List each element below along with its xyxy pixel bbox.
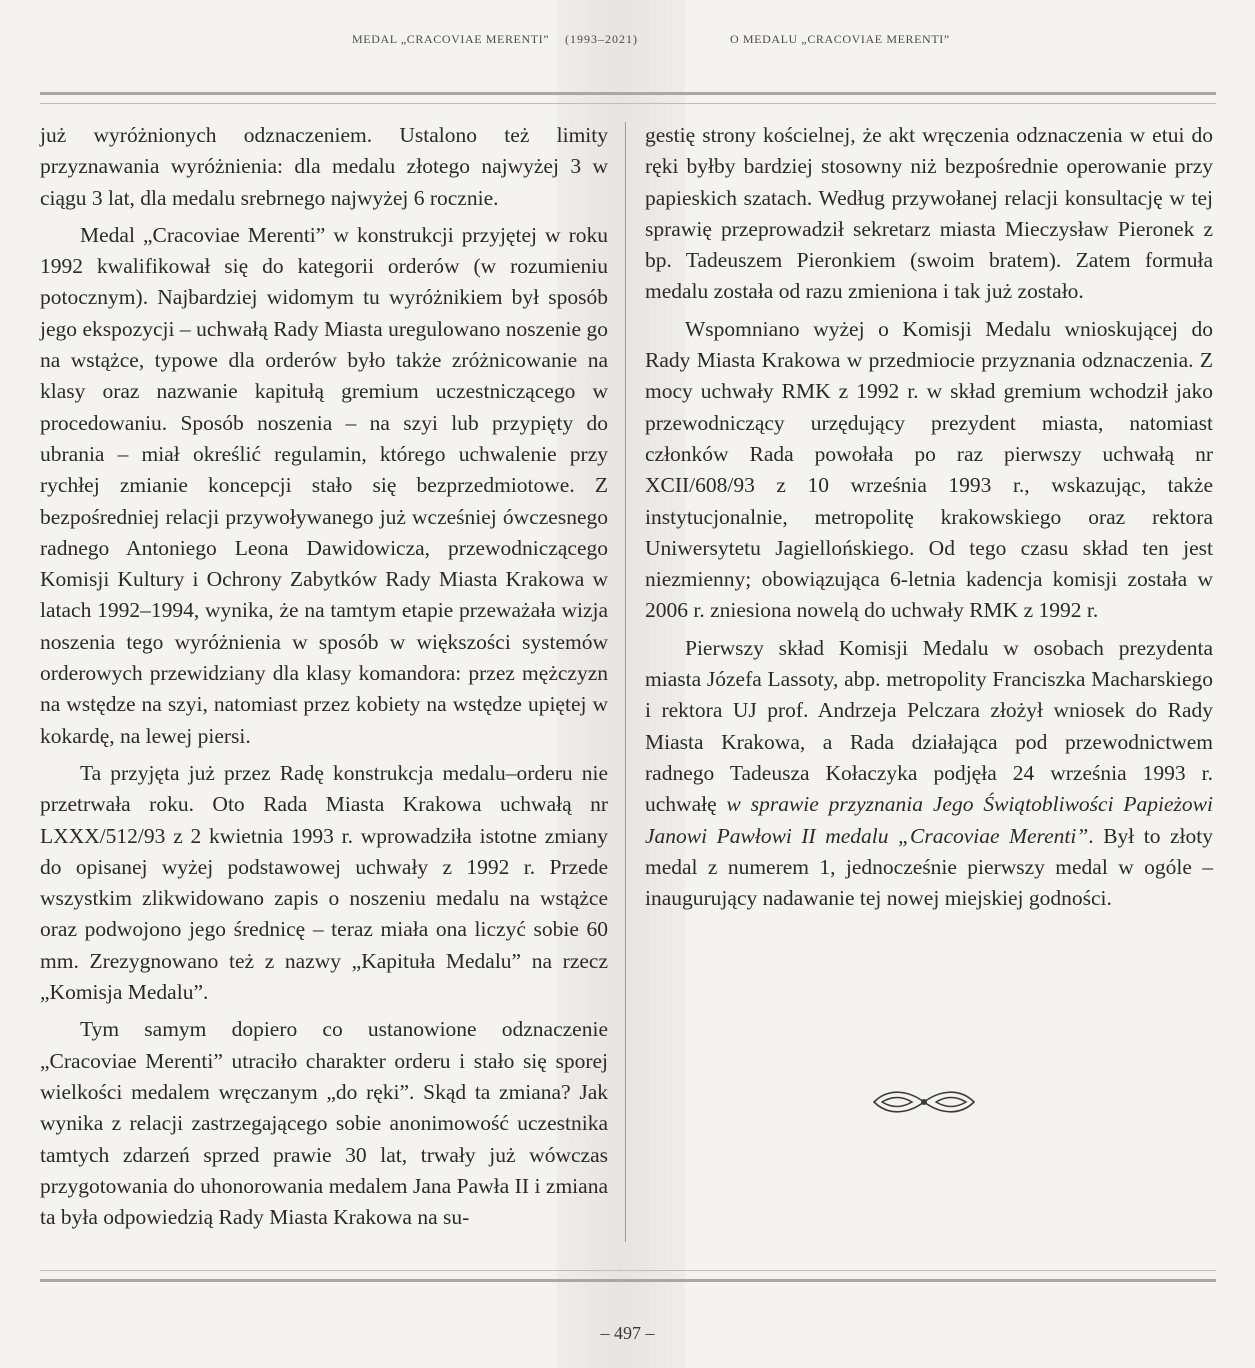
paragraph	[645, 633, 1213, 915]
header-right-title: O MEDALU „CRACOVIAE MERENTI”	[730, 32, 950, 46]
paragraph: już wyróżnionych odznaczeniem. Ustalono też limity przyznawania wyróżnienia: dla medalu złotego najwyżej 3 w ciągu 3 lat, dla medalu srebrnego najwyżej 6 rocznie.	[40, 123, 608, 210]
flourish-ornament-icon	[868, 1084, 980, 1120]
header-left-title: MEDAL „CRACOVIAE MERENTI”	[352, 32, 550, 46]
paragraph: Tym samym dopiero co ustanowione odznaczenie „Cracoviae Merenti” utraciło charakter orderu i stało się sporej wielkości medalem wręczanym „do ręki”. Skąd ta zmiana? Jak wynika z relacji zastrzegającego sobie anonimowość uczestnika tamtych zdarzeń sprzed prawie 30 lat, trwały już wówczas przygotowania do uhonorowania medalem Jana Pawła II i zmiana ta była odpowiedzią Rady Miasta Krakowa na su-	[40, 1017, 608, 1230]
paragraph: Medal „Cracoviae Merenti” w konstrukcji przyjętej w roku 1992 kwalifikował się do kategorii orderów (w rozumieniu potocznym). Najbardziej widomym tu wyróżnikiem był sposób jego ekspozycji – uchwałą Rady Miasta uregulowano noszenie go na wstążce, typowe dla orderów było także zróżnicowanie na klasy oraz nazwanie kapitułą gremium uczestniczącego w procedowaniu. Sposób noszenia – na szyi lub przypięty do ubrania – miał określić regulamin, którego uchwalenie przy rychłej zmianie koncepcji stało się bezprzedmiotowe. Z bezpośredniej relacji przywoływanego już wcześniej ówczesnego radnego Antoniego Leona Dawidowicza, przewodniczącego Komisji Kultury i Ochrony Zabytków Rady Miasta Krakowa w latach 1992–1994, wynika, że na tamtym etapie przeważała wizja noszenia tego wyróżnienia w sposób w większości systemów orderowych przewidziany dla klasy komandora: przez mężczyzn na wstędze na szyi, natomiast przez kobiety na wstędze upiętej w kokardę, na lewej piersi.	[40, 222, 608, 748]
paragraph-text: . Był to złoty medal z numerem 1, jednocześnie pierwszy medal w ogóle – inaugurujący nadawanie tej nowej miejskiej godności.	[645, 823, 1213, 911]
resolution-title-italic: w sprawie przyznania Jego Świątobliwości Papieżowi Janowi Pawłowi II medalu „Cracoviae Merenti”	[645, 792, 1213, 848]
bottom-double-rule	[40, 1270, 1216, 1282]
column-divider	[625, 122, 626, 1242]
paragraph: Ta przyjęta już przez Radę konstrukcja medalu–orderu nie przetrwała roku. Oto Rada Miasta Krakowa uchwałą nr LXXX/512/93 z 2 kwietnia 1993 r. wprowadziła istotne zmiany do opisanej wyżej podstawowej uchwały z 1992 r. Przede wszystkim zlikwidowano zapis o noszeniu medalu na wstążce oraz podwojono jego średnicę – teraz miała ona liczyć sobie 60 mm. Zrezygnowano też z nazwy „Kapituła Medalu” na rzecz „Komisja Medalu”.	[40, 760, 608, 1005]
paragraph-text: Pierwszy skład Komisji Medalu w osobach prezydenta miasta Józefa Lassoty, abp. metropolity Franciszka Macharskiego i rektora UJ prof. Andrzeja Pelczara złożył wniosek do Rady Miasta Krakowa, a Rada działająca pod przewodnictwem radnego Tadeusza Kołaczyka podjęła 24 września 1993 r. uchwałę	[645, 635, 1213, 817]
running-header	[0, 32, 1255, 52]
paragraph: gestię strony kościelnej, że akt wręczenia odznaczenia w etui do ręki byłby bardziej stosowny niż bezpośrednie operowanie przy papieskich szatach. Według przywołanej relacji konsultację w tej sprawię przeprowadził sekretarz miasta Mieczysław Pieronek z bp. Tadeuszem Pieronkiem (swoim bratem). Zatem formuła medalu została od razu zmieniona i tak już zostało.	[645, 123, 1213, 304]
paragraph: Wspomniano wyżej o Komisji Medalu wnioskującej do Rady Miasta Krakowa w przedmiocie przyznania odznaczenia. Z mocy uchwały RMK z 1992 r. w skład gremium wchodził jako przewodniczący urzędujący prezydent miasta, natomiast członków Rada powołała po raz pierwszy uchwałą nr XCII/608/93 z 10 września 1993 r., wskazując, także instytucjonalnie, metropolitę krakowskiego oraz rektora Uniwersytetu Jagiellońskiego. Od tego czasu skład ten jest niezmienny; obowiązująca 6-letnia kadencja komisji została w 2006 r. zniesiona nowelą do uchwały RMK z 1992 r.	[645, 316, 1213, 623]
page-number: – 497 –	[600, 1323, 655, 1343]
right-text-column	[645, 120, 1213, 914]
top-double-rule	[40, 92, 1216, 104]
left-text-column	[40, 120, 608, 1233]
header-years: (1993–2021)	[565, 32, 638, 46]
